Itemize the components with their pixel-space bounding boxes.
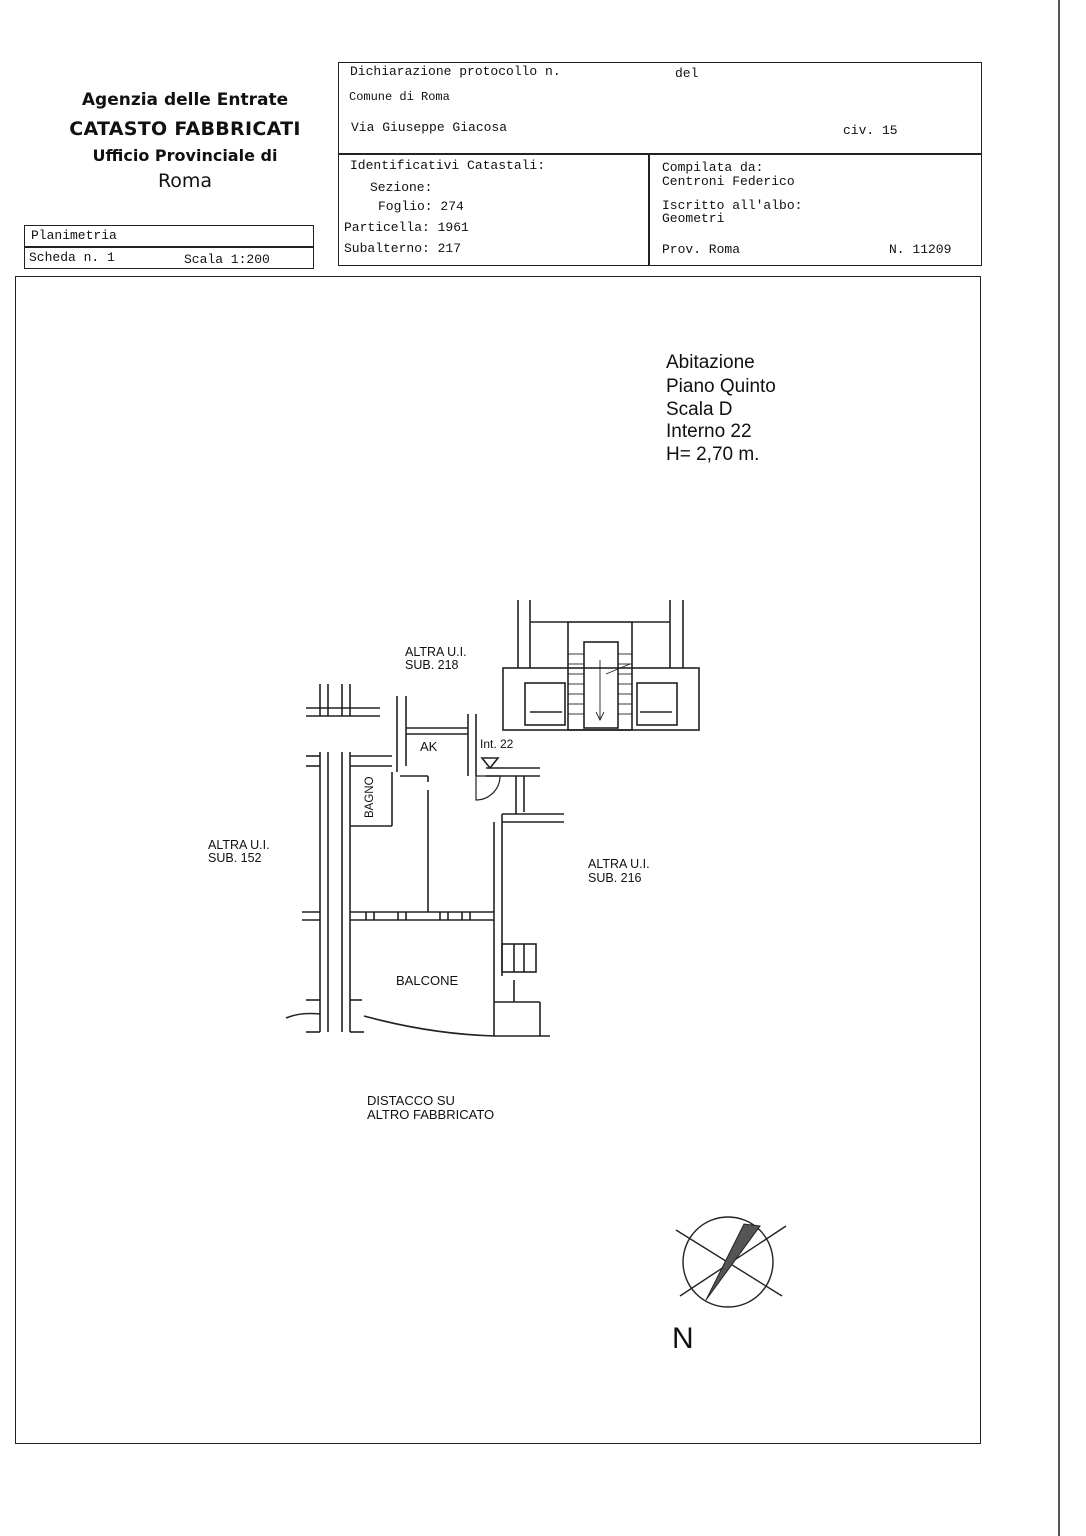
unit-staircase: Scala D [666, 399, 733, 420]
staircase-block [503, 600, 699, 730]
municipality: Comune di Roma [349, 90, 450, 104]
balcone-label: BALCONE [396, 973, 459, 988]
compiler-name: Centroni Federico [662, 174, 795, 189]
distacco-label-1: DISTACCO SU [367, 1093, 455, 1108]
unit-type: Abitazione [666, 352, 755, 373]
unit-internal: Interno 22 [666, 421, 752, 442]
agency-name: Agenzia delle Entrate [81, 90, 289, 110]
north-label: N [672, 1322, 694, 1355]
compiler-label: Compilata da: [662, 160, 764, 175]
sezione: Sezione: [370, 180, 433, 195]
ak-label: AK [420, 739, 438, 754]
sheet-title: Planimetria [31, 228, 117, 243]
compiler-province: Prov. Roma [662, 242, 741, 257]
register-name: Geometri [662, 211, 725, 226]
sheet-scale: Scala 1:200 [184, 252, 270, 267]
office-name: CATASTO FABBRICATI [69, 118, 301, 140]
province-name: Roma [157, 170, 213, 192]
sub152-label-2: SUB. 152 [208, 851, 262, 865]
protocol-date-label: del [675, 66, 699, 81]
identifiers-title: Identificativi Catastali: [350, 158, 546, 173]
sheet-number: Scheda n. 1 [29, 250, 115, 265]
sub218-label-1: ALTRA U.I. [405, 645, 467, 659]
address: Via Giuseppe Giacosa [351, 120, 508, 135]
particella: Particella: 1961 [344, 220, 469, 235]
compass-icon [676, 1217, 786, 1307]
subalterno: Subalterno: 217 [344, 241, 462, 256]
sub216-label-2: SUB. 216 [588, 871, 642, 885]
sub152-label-1: ALTRA U.I. [208, 838, 270, 852]
civic-number: civ. 15 [843, 123, 898, 138]
unit-floor: Piano Quinto [666, 376, 776, 397]
unit-height: H= 2,70 m. [666, 444, 760, 465]
sub216-label-1: ALTRA U.I. [588, 857, 650, 871]
protocol-label: Dichiarazione protocollo n. [350, 64, 561, 79]
bagno-label: BAGNO [364, 776, 376, 818]
register-label: Iscritto all'albo: [662, 198, 803, 213]
department-name: Ufficio Provinciale di [92, 146, 278, 165]
foglio: Foglio: 274 [378, 199, 464, 214]
distacco-label-2: ALTRO FABBRICATO [367, 1107, 495, 1122]
sub218-label-2: SUB. 218 [405, 658, 459, 672]
internal-number-label: Int. 22 [480, 737, 514, 751]
register-number: N. 11209 [889, 242, 952, 257]
